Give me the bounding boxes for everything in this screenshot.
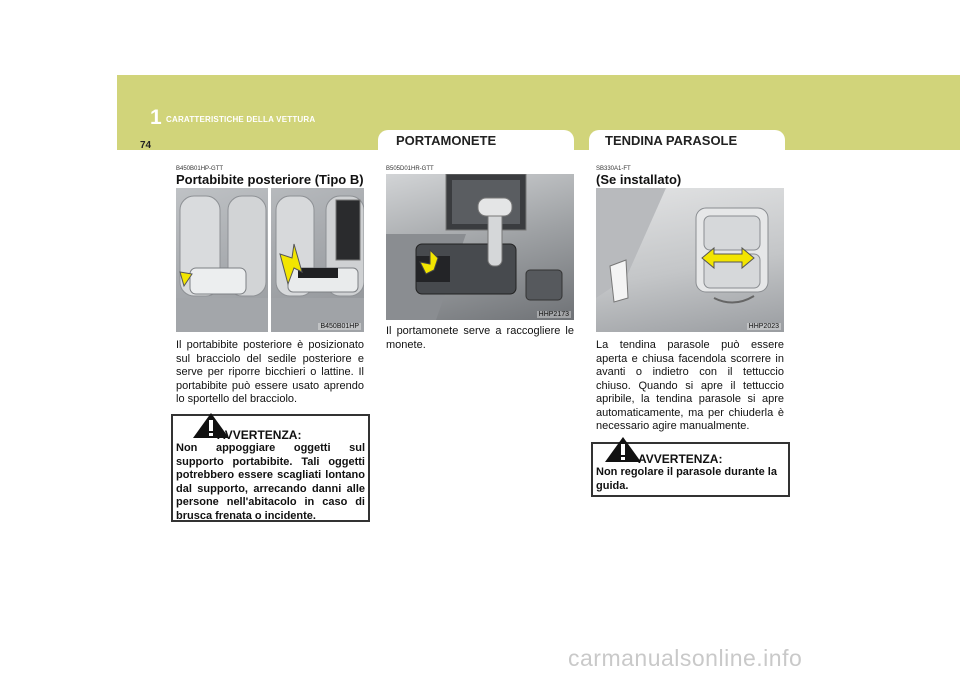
- warning-text: Non appoggiare oggetti sul supporto portabibite. Tali oggetti potrebbero essere scagliati lontano dal supporto, arrecando danni alle persone nell'abitacolo in caso di brusca frenata o incidente.: [176, 442, 365, 522]
- section-code: B450B01HP-GTT: [176, 166, 224, 172]
- warning-title: AVVERTENZA:: [638, 452, 723, 466]
- rear-cupholder-photo: [176, 188, 364, 332]
- coin-holder-photo: [386, 174, 574, 320]
- warning-triangle-icon: [603, 436, 643, 464]
- body-paragraph: Il portabibite posteriore è posizionato sul bracciolo del sedile posteriore e serve per riporre bicchieri o lattine. Il portabibite può essere usato aprendo lo sportello del bracciolo.: [176, 339, 364, 405]
- chapter-title: CARATTERISTICHE DELLA VETTURA: [166, 115, 316, 124]
- section-tab-portamonete: PORTAMONETE: [378, 130, 574, 150]
- rear-cupholder-illustration: [176, 188, 364, 332]
- sunshade-illustration: [596, 188, 784, 332]
- warning-title: AVVERTENZA:: [217, 428, 302, 442]
- warning-box: [591, 442, 790, 497]
- section-code: B505D01HR-GTT: [386, 166, 434, 172]
- page-number: 74: [140, 140, 152, 151]
- image-code: HHP2173: [538, 311, 569, 318]
- section-heading: Portabibite posteriore (Tipo B): [176, 172, 364, 187]
- warning-box: [171, 414, 370, 522]
- watermark: carmanualsonline.info: [568, 645, 803, 671]
- section-heading: (Se installato): [596, 172, 682, 187]
- image-code: B450B01HP: [320, 323, 359, 330]
- section-code: SB330A1-FT: [596, 166, 631, 172]
- section-tab-tendina-parasole: TENDINA PARASOLE: [589, 130, 785, 150]
- chapter-number: 1: [150, 106, 162, 129]
- body-paragraph: La tendina parasole può essere aperta e chiusa facendola scorrere in avanti o indietro con il tettuccio chiuso. Quando si apre il tettuccio apribile, la tendina parasole si apre automaticamente, ma per chiuderla è necessario agire manualmente.: [596, 339, 784, 432]
- coin-holder-illustration: [386, 174, 574, 320]
- image-code: HHP2023: [748, 323, 779, 330]
- warning-text: Non regolare il parasole durante la guida.: [596, 466, 777, 492]
- sunshade-photo: [596, 188, 784, 332]
- body-paragraph: Il portamonete serve a raccogliere le monete.: [386, 325, 574, 351]
